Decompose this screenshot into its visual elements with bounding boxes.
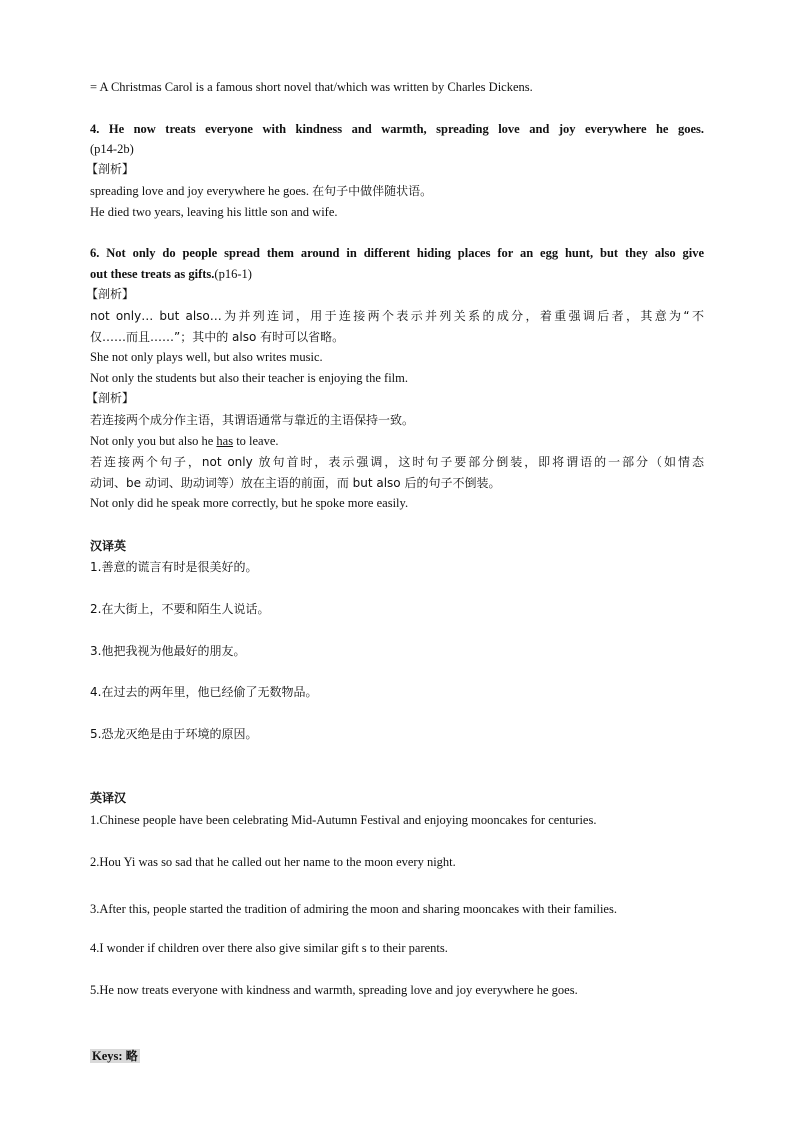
question-6-note-2: 仅……而且……”；其中的 also 有时可以省略。 bbox=[90, 330, 345, 344]
underlined-verb: has bbox=[216, 434, 234, 448]
note-english: spreading love and joy everywhere he goes. bbox=[90, 184, 310, 198]
en-to-zh-item: 4.I wonder if children over there also give similar gift s to their parents. bbox=[90, 941, 448, 955]
en-to-zh-item: 5.He now treats everyone with kindness and warmth, spreading love and joy everywhere he goes. bbox=[90, 983, 578, 997]
note-chinese: 在句子中做伴随状语。 bbox=[312, 184, 433, 198]
keys-label: Keys: bbox=[92, 1049, 123, 1063]
question-6-title-line-2 bbox=[90, 266, 252, 282]
question-6-note-5: 动词、be 动词、助动词等）放在主语的前面，而 but also 后的句子不倒装。 bbox=[90, 476, 501, 490]
en-to-zh-heading: 英译汉 bbox=[90, 791, 127, 805]
zh-to-en-item: 1.善意的谎言有时是很美好的。 bbox=[90, 560, 258, 574]
zh-to-en-heading: 汉译英 bbox=[90, 539, 127, 553]
keys-value: 略 bbox=[125, 1049, 138, 1063]
question-6-note-4: 若连接两个句子，not only 放句首时，表示强调，这时句子要部分倒装，即将谓语的一部分（如情态 bbox=[90, 455, 704, 469]
zh-to-en-item: 3.他把我视为他最好的朋友。 bbox=[90, 644, 246, 658]
en-to-zh-item: 2.Hou Yi was so sad that he called out her name to the moon every night. bbox=[90, 855, 456, 869]
question-4-reference: (p14-2b) bbox=[90, 142, 134, 156]
question-6-example-1: She not only plays well, but also writes music. bbox=[90, 350, 323, 364]
question-6-note-1: not only… but also…为并列连词，用于连接两个表示并列关系的成分，着重强调后者，其意为“不 bbox=[90, 309, 704, 323]
example-text: to leave. bbox=[233, 434, 279, 448]
analysis-tag: 【剖析】 bbox=[86, 287, 135, 301]
zh-to-en-item: 5.恐龙灭绝是由于环境的原因。 bbox=[90, 727, 258, 741]
question-6-title-line-1: 6. Not only do people spread them around in different hiding places for an egg hunt, but they also give bbox=[90, 246, 704, 260]
keys-highlight bbox=[90, 1049, 140, 1063]
question-6-example-3 bbox=[90, 433, 279, 449]
rewrite-sentence: = A Christmas Carol is a famous short novel that/which was written by Charles Dickens. bbox=[90, 80, 533, 94]
analysis-tag: 【剖析】 bbox=[86, 391, 135, 405]
zh-to-en-item: 2.在大街上，不要和陌生人说话。 bbox=[90, 602, 270, 616]
en-to-zh-item: 3.After this, people started the tradition of admiring the moon and sharing mooncakes with their families. bbox=[90, 902, 617, 916]
question-6-example-4: Not only did he speak more correctly, but he spoke more easily. bbox=[90, 496, 409, 510]
question-4-note bbox=[90, 183, 432, 199]
question-4-example: He died two years, leaving his little son and wife. bbox=[90, 205, 338, 219]
question-6-example-2: Not only the students but also their teacher is enjoying the film. bbox=[90, 371, 408, 385]
title-text: out these treats as gifts. bbox=[90, 267, 215, 281]
question-6-reference: (p16-1) bbox=[214, 267, 252, 281]
en-to-zh-item: 1.Chinese people have been celebrating Mid-Autumn Festival and enjoying mooncakes for centuries. bbox=[90, 813, 597, 827]
analysis-tag: 【剖析】 bbox=[86, 162, 135, 176]
example-text: Not only you but also he bbox=[90, 434, 217, 448]
zh-to-en-item: 4.在过去的两年里，他已经偷了无数物品。 bbox=[90, 685, 318, 699]
keys-line bbox=[90, 1048, 140, 1064]
question-6-note-3: 若连接两个成分作主语，其谓语通常与靠近的主语保持一致。 bbox=[90, 413, 415, 427]
question-4-title: 4. He now treats everyone with kindness and warmth, spreading love and joy everywhere he goes. bbox=[90, 122, 704, 136]
